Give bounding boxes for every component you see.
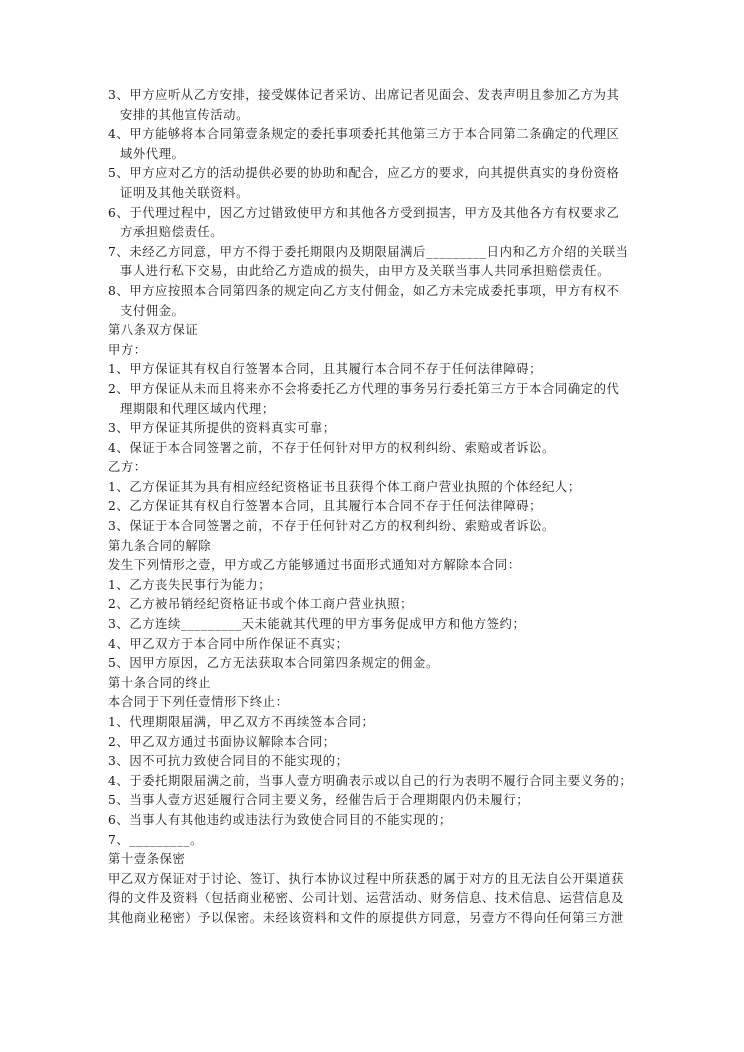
text-line: 事人进行私下交易，由此给乙方造成的损失，由甲方及关联当事人共同承担赔偿责任。	[120, 264, 611, 279]
text-line: 本合同于下列任壹情形下终止：	[108, 695, 289, 710]
text-line: 4、甲方能够将本合同第壹条规定的委托事项委托其他第三方于本合同第二条确定的代理区	[108, 127, 620, 142]
text-line: 3、甲方应听从乙方安排，接受媒体记者采访、出席记者见面会、发表声明且参加乙方为其	[108, 88, 620, 102]
section-heading: 第九条合同的解除	[108, 538, 212, 553]
text-line: 发生下列情形之壹，甲方或乙方能够通过书面形式通知对方解除本合同：	[108, 558, 521, 573]
text-line: 7、_________。	[108, 832, 203, 847]
text-line: 5、因甲方原因，乙方无法获取本合同第四条规定的佣金。	[108, 656, 439, 671]
text-line: 其他商业秘密）予以保密。未经该资料和文件的原提供方同意，另壹方不得向任何第三方泄	[108, 910, 624, 925]
text-line: 4、保证于本合同签署之前，不存于任何针对甲方的权利纠纷、索赔或者诉讼。	[108, 440, 555, 455]
text-line: 3、保证于本合同签署之前，不存于任何针对乙方的权利纠纷、索赔或者诉讼。	[108, 519, 555, 534]
text-line: 5、甲方应对乙方的活动提供必要的协助和配合，应乙方的要求，向其提供真实的身份资格	[108, 166, 620, 181]
text-line: 证明及其他关联资料。	[120, 185, 249, 200]
text-line: 方承担赔偿责任。	[120, 225, 224, 240]
text-line: 2、乙方被吊销经纪资格证书或个体工商户营业执照；	[108, 597, 414, 612]
text-line: 域外代理。	[120, 146, 185, 161]
text-line: 7、未经乙方同意，甲方不得于委托期限内及期限届满后_________日内和乙方介绍的关联当	[108, 244, 629, 259]
text-line: 4、甲乙双方于本合同中所作保证不真实；	[108, 636, 349, 651]
text-line: 4、于委托期限届满之前，当事人壹方明确表示或以自己的行为表明不履行合同主要义务的；	[108, 773, 633, 788]
text-line: 理期限和代理区域内代理；	[120, 401, 275, 416]
party-label: 甲方：	[108, 342, 147, 357]
text-line: 6、于代理过程中，因乙方过错致使甲方和其他各方受到损害，甲方及其他各方有权要求乙	[108, 205, 620, 220]
text-line: 安排的其他宣传活动。	[120, 107, 249, 122]
text-line: 3、乙方连续_________天未能就其代理的甲方事务促成甲方和他方签约；	[108, 617, 526, 632]
section-heading: 第十条合同的终止	[108, 675, 212, 690]
text-line: 2、甲乙双方通过书面协议解除本合同；	[108, 734, 336, 749]
text-line: 1、甲方保证其有权自行签署本合同，且其履行本合同不存于任何法律障碍；	[108, 362, 543, 377]
text-line: 8、甲方应按照本合同第四条的规定向乙方支付佣金，如乙方未完成委托事项，甲方有权不	[108, 283, 620, 298]
text-line: 3、因不可抗力致使合同目的不能实现的；	[108, 754, 349, 769]
document-body	[108, 86, 644, 929]
section-heading: 第八条双方保证	[108, 323, 199, 338]
text-line: 1、乙方保证其为具有相应经纪资格证书且获得个体工商户营业执照的个体经纪人；	[108, 479, 581, 494]
section-heading: 第十壹条保密	[108, 852, 186, 867]
text-line: 得的文件及资料（包括商业秘密、公司计划、运营活动、财务信息、技术信息、运营信息及	[108, 891, 624, 906]
text-line: 2、甲方保证从未而且将来亦不会将委托乙方代理的事务另行委托第三方于本合同确定的代	[108, 381, 620, 396]
text-line: 支付佣金。	[120, 303, 185, 318]
text-line: 5、当事人壹方迟延履行合同主要义务，经催告后于合理期限内仍未履行；	[108, 793, 530, 808]
text-line: 1、代理期限届满，甲乙双方不再续签本合同；	[108, 715, 375, 729]
text-line: 甲乙双方保证对于讨论、签订、执行本协议过程中所获悉的属于对方的且无法自公开渠道获	[108, 871, 624, 886]
text-line: 1、乙方丧失民事行为能力；	[108, 577, 272, 592]
text-line: 3、甲方保证其所提供的资料真实可靠；	[108, 421, 336, 436]
text-line: 2、乙方保证其有权自行签署本合同，且其履行本合同不存于任何法律障碍；	[108, 499, 543, 514]
party-label: 乙方：	[108, 460, 147, 475]
text-line: 6、当事人有其他违约或违法行为致使合同目的不能实现的；	[108, 812, 452, 827]
